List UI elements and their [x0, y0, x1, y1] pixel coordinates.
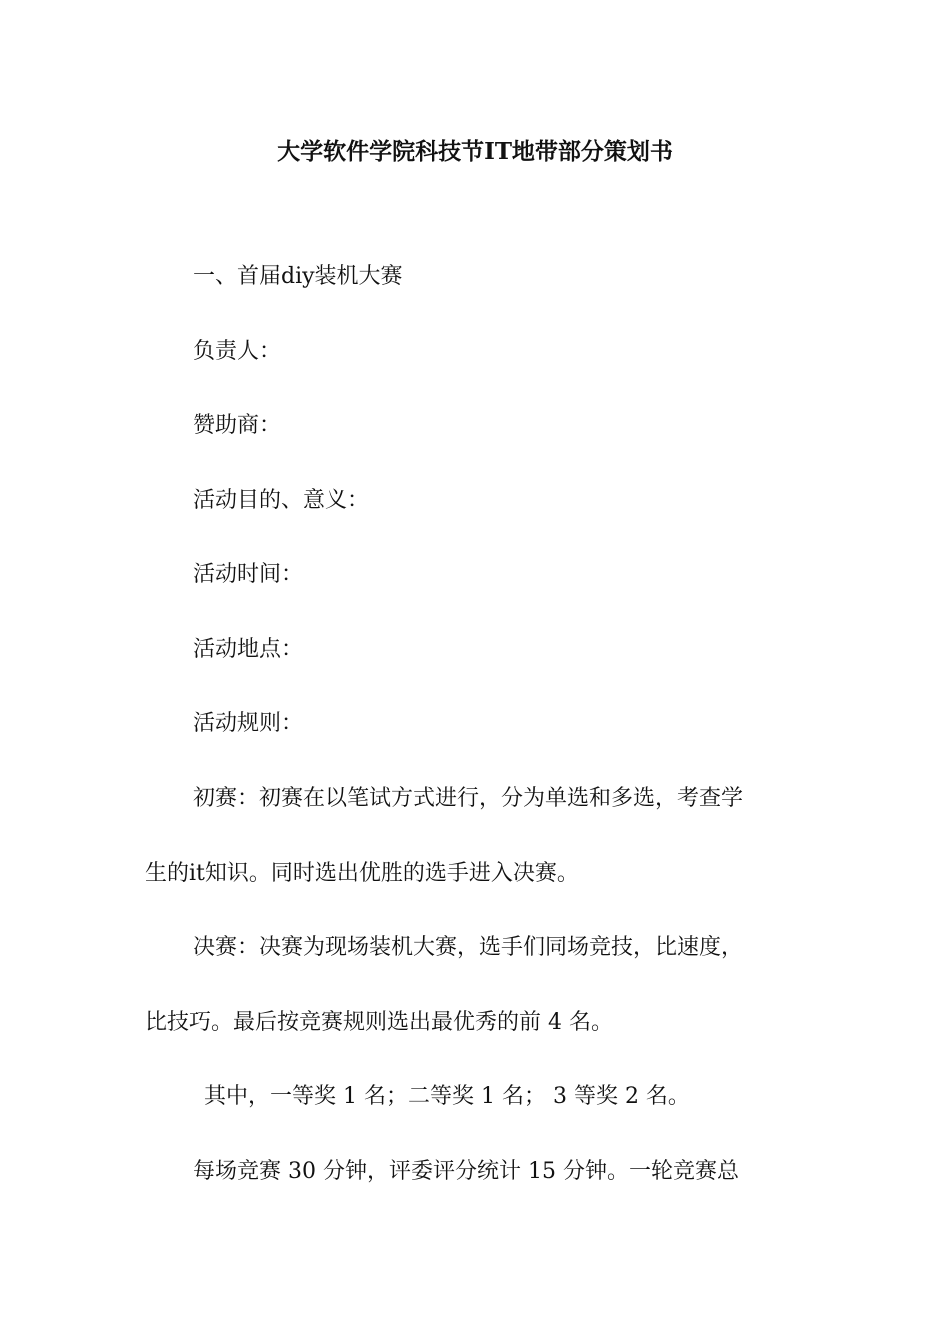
final-paragraph-line-2: 比技巧。最后按竞赛规则选出最优秀的前 4 名。 — [145, 1010, 613, 1035]
sponsor-label: 赞助商： — [193, 413, 282, 438]
document-title: 大学软件学院科技节IT地带部分策划书 — [277, 138, 673, 165]
section-heading-diy-contest: 一、首届diy装机大赛 — [193, 264, 403, 289]
responsible-person-label: 负责人： — [193, 339, 282, 364]
awards-line: 其中，一等奖 1 名；二等奖 1 名； 3 等奖 2 名。 — [204, 1084, 690, 1109]
duration-line: 每场竞赛 30 分钟，评委评分统计 15 分钟。一轮竞赛总 — [193, 1159, 739, 1184]
purpose-label: 活动目的、意义： — [193, 488, 370, 513]
location-label: 活动地点： — [193, 637, 304, 662]
final-paragraph-line-1: 决赛：决赛为现场装机大赛，选手们同场竞技，比速度， — [193, 935, 744, 960]
time-label: 活动时间： — [193, 562, 304, 587]
prelim-paragraph-line-2: 生的it知识。同时选出优胜的选手进入决赛。 — [145, 861, 579, 886]
rules-label: 活动规则： — [193, 711, 304, 736]
prelim-paragraph-line-1: 初赛：初赛在以笔试方式进行，分为单选和多选，考查学 — [193, 786, 744, 811]
